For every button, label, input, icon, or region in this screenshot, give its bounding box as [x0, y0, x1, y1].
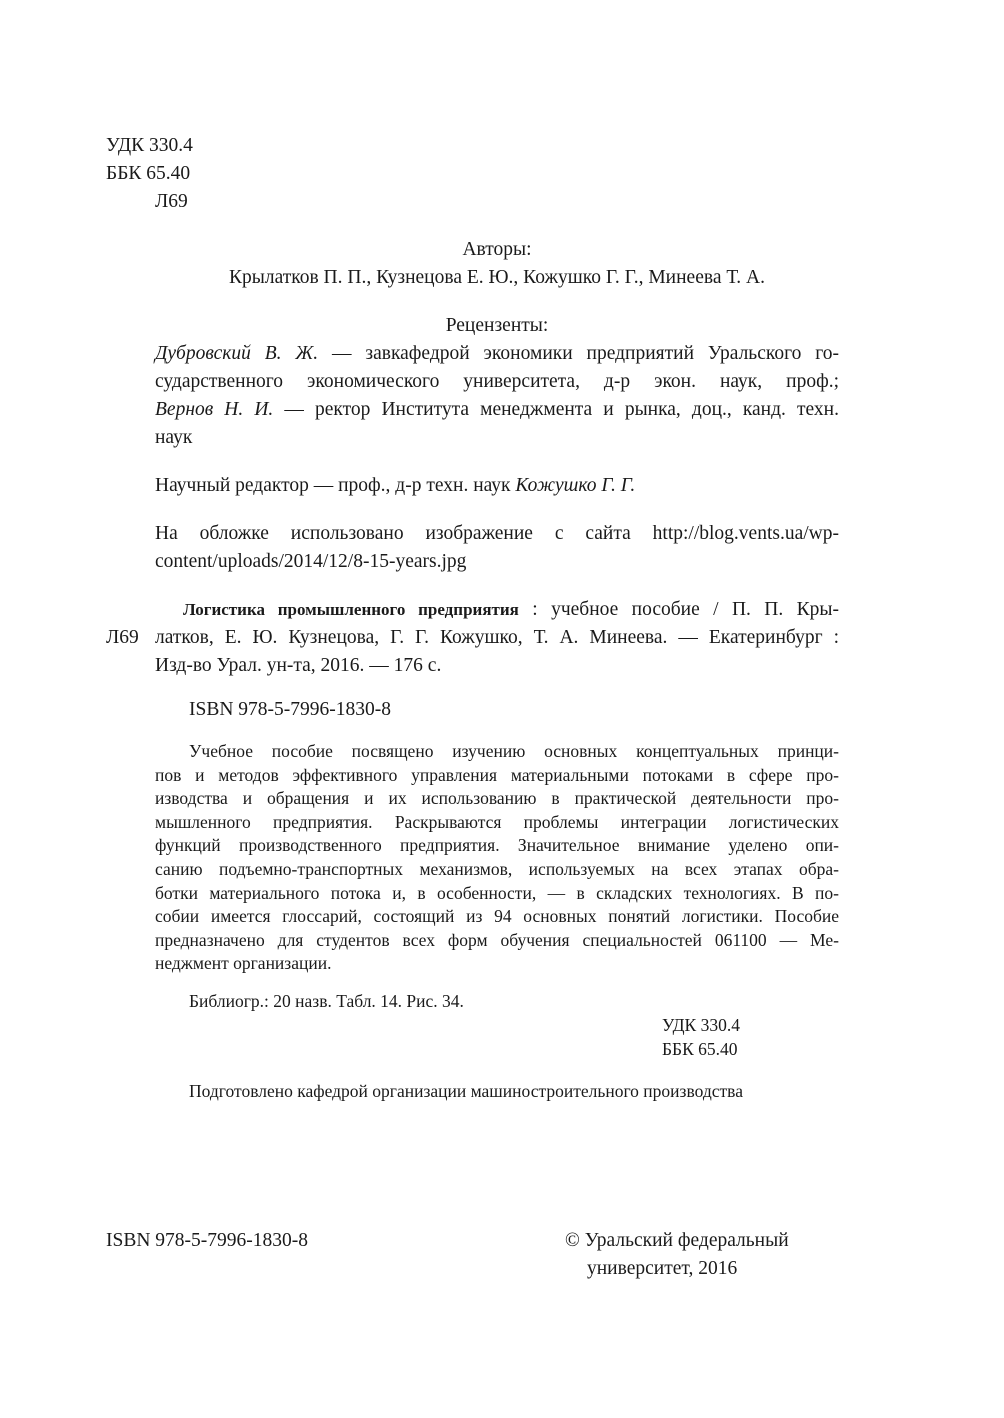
copyright-line-2: университет, 2016: [587, 1258, 738, 1279]
abstract-line: мышленного предприятия. Раскрываются проблемы интеграции логистических: [155, 811, 839, 832]
bib-record-line-2: латков, Е. Ю. Кузнецова, Г. Г. Кожушко, Т. А. Минеева. — Екатеринбург :: [155, 627, 839, 648]
authors-names: Крылатков П. П., Кузнецова Е. Ю., Кожушко Г. Г., Минеева Т. А.: [228, 267, 766, 288]
bib-record-line-1: Логистика промышленного предприятия : учебное пособие / П. П. Кры-: [183, 599, 839, 620]
copyright-line-1: © Уральский федеральный: [565, 1230, 789, 1251]
udk-bottom: УДК 330.4: [662, 1015, 740, 1035]
bib-record-line-3: Изд-во Урал. ун-та, 2016. — 176 с.: [155, 655, 442, 676]
abstract-line: санию подъемно-транспортных механизмов, используемых на всех этапах обра-: [155, 859, 839, 879]
abstract-line: функций производственного предприятия. Значительное внимание уделено опи-: [155, 835, 839, 856]
authors-heading: Авторы:: [462, 239, 532, 260]
bib-record-isbn: ISBN 978-5-7996-1830-8: [189, 699, 392, 720]
abstract-line: ботки материального потока и, в особенности, — в складских технологиях. В по-: [155, 882, 839, 903]
reviewer-1-line-2: сударственного экономического университета, д-р экон. наук, проф.;: [155, 371, 839, 392]
abstract-line: Учебное пособие посвящено изучению основных концептуальных принци-: [189, 741, 839, 761]
reviewer-1-name: Дубровский В. Ж.: [155, 343, 319, 364]
bbk-top: ББК 65.40: [106, 163, 191, 184]
abstract-line: предназначено для студентов всех форм обучения специальностей 061100 — Ме-: [155, 929, 839, 950]
reviewer-1-line-1: Дубровский В. Ж. — завкафедрой экономики предприятий Уральского го-: [155, 343, 839, 364]
prepared-by: Подготовлено кафедрой организации машиностроительного производства: [189, 1081, 743, 1101]
bibliography-note: Библиогр.: 20 назв. Табл. 14. Рис. 34.: [189, 991, 464, 1011]
author-mark-top: Л69: [155, 191, 188, 212]
bib-record-code: Л69: [106, 627, 139, 648]
cover-credit-line-1: На обложке использовано изображение с сайта http://blog.vents.ua/wp-: [155, 523, 839, 544]
udk-top: УДК 330.4: [106, 135, 193, 156]
reviewers-heading: Рецензенты:: [445, 315, 549, 336]
reviewer-2-line-2: наук: [155, 427, 193, 448]
abstract-line: собии имеется глоссарий, состоящий из 94 основных понятий логистики. Пособие: [155, 906, 839, 927]
reviewer-2-line-1: Вернов Н. И. — ректор Института менеджмента и рынка, доц., канд. техн.: [155, 399, 839, 420]
book-title: Логистика промышленного предприятия: [183, 600, 519, 619]
scientific-editor: Научный редактор — проф., д-р техн. наук Кожушко Г. Г.: [155, 475, 636, 496]
reviewer-2-name: Вернов Н. И.: [155, 399, 274, 420]
abstract-line: неджмент организации.: [155, 953, 332, 974]
bbk-bottom: ББК 65.40: [662, 1039, 738, 1059]
cover-credit-line-2: content/uploads/2014/12/8-15-years.jpg: [155, 551, 467, 572]
footer-isbn: ISBN 978-5-7996-1830-8: [106, 1230, 309, 1251]
abstract-line: изводства и обращения и их использованию в практической деятельности про-: [155, 788, 839, 809]
abstract-line: пов и методов эффективного управления материальными потоками в сфере про-: [155, 764, 839, 785]
editor-name: Кожушко Г. Г.: [515, 475, 636, 496]
